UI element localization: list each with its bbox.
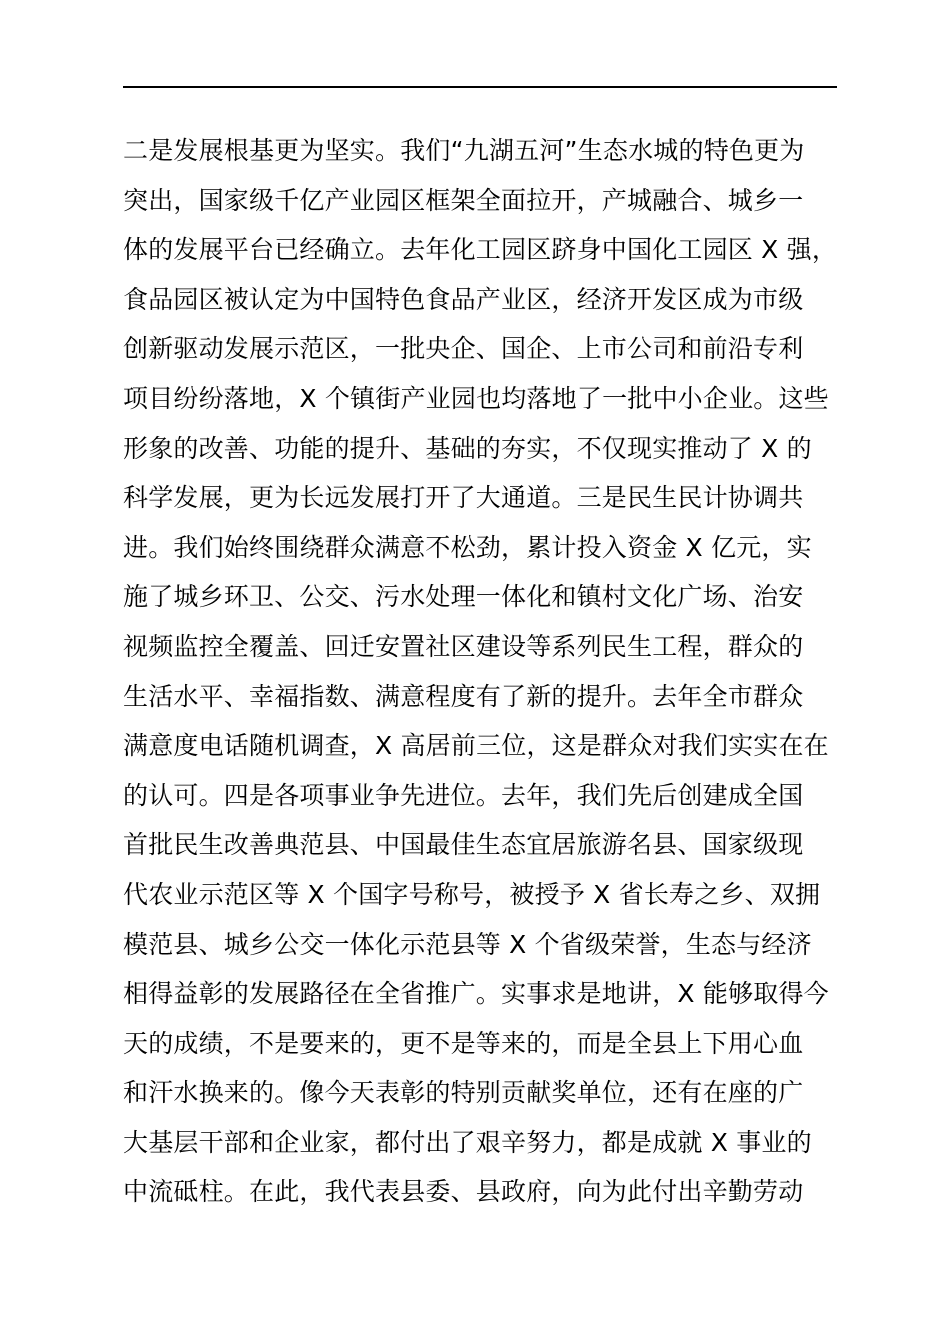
text-line: 天的成绩，不是要来的，更不是等来的，而是全县上下用心血 (123, 1028, 804, 1058)
text-line: 创新驱动发展示范区，一批央企、国企、上市公司和前沿专利 (123, 334, 804, 364)
text-line: 满意度电话随机调查，X 高居前三位，这是群众对我们实实在在 (123, 731, 829, 761)
text-line: 大基层干部和企业家，都付出了艰辛努力，都是成就 X 事业的 (123, 1127, 812, 1157)
text-line: 的认可。四是各项事业争先进位。去年，我们先后创建成全国 (123, 780, 804, 810)
header-rule (123, 86, 837, 88)
text-line: 科学发展，更为长远发展打开了大通道。三是民生民计协调共 (123, 483, 804, 513)
text-line: 生活水平、幸福指数、满意程度有了新的提升。去年全市群众 (123, 681, 804, 711)
text-line: 二是发展根基更为坚实。我们“九湖五河”生态水城的特色更为 (123, 136, 805, 165)
text-line: 食品园区被认定为中国特色食品产业区，经济开发区成为市级 (123, 284, 804, 314)
text-line: 突出，国家级千亿产业园区框架全面拉开，产城融合、城乡一 (123, 185, 804, 215)
text-line: 模范县、城乡公交一体化示范县等 X 个省级荣誉，生态与经济 (123, 929, 812, 959)
text-line: 相得益彰的发展路径在全省推广。实事求是地讲，X 能够取得今 (123, 979, 829, 1009)
text-line: 施了城乡环卫、公交、污水处理一体化和镇村文化广场、治安 (123, 582, 804, 612)
text-line: 视频监控全覆盖、回迁安置社区建设等系列民生工程，群众的 (123, 631, 804, 661)
text-line: 进。我们始终围绕群众满意不松劲，累计投入资金 X 亿元，实 (123, 532, 812, 562)
text-line: 形象的改善、功能的提升、基础的夯实，不仅现实推动了 X 的 (123, 433, 812, 463)
text-line: 中流砥柱。在此，我代表县委、县政府，向为此付出辛勤劳动 (123, 1177, 804, 1207)
text-line: 首批民生改善典范县、中国最佳生态宜居旅游名县、国家级现 (123, 830, 804, 860)
body-paragraph (123, 126, 863, 1217)
text-line: 体的发展平台已经确立。去年化工园区跻身中国化工园区 X 强， (123, 235, 838, 265)
text-line: 和汗水换来的。像今天表彰的特别贡献奖单位，还有在座的广 (123, 1078, 804, 1108)
text-line: 项目纷纷落地，X 个镇街产业园也均落地了一批中小企业。这些 (123, 383, 829, 413)
text-line: 代农业示范区等 X 个国字号称号，被授予 X 省长寿之乡、双拥 (123, 879, 821, 909)
